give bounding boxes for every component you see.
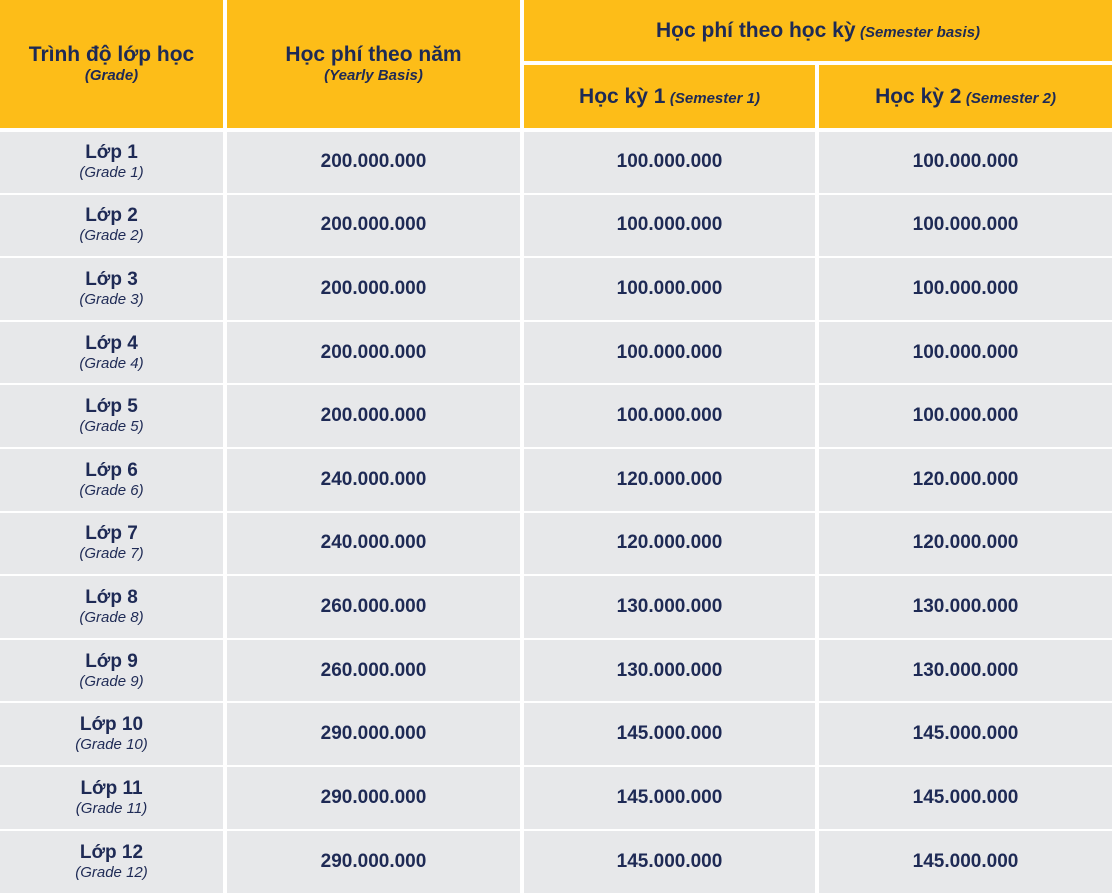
yearly-fee-cell [225, 512, 522, 576]
grade-label: Lớp 11 [80, 777, 143, 799]
grade-english-label: (Grade 7) [79, 545, 144, 563]
grade-cell [0, 575, 225, 639]
semester1-fee-cell [522, 194, 817, 258]
grade-label: Lớp 12 [79, 841, 144, 863]
semester1-column-header [522, 63, 817, 130]
semester1-fee: 145.000.000 [616, 786, 723, 808]
semester1-fee-cell [522, 448, 817, 512]
semester1-fee-cell [522, 766, 817, 830]
table-row [0, 702, 1112, 766]
table-row [0, 512, 1112, 576]
yearly-fee: 260.000.000 [320, 595, 427, 617]
semester1-fee: 100.000.000 [616, 214, 723, 236]
yearly-fee: 240.000.000 [320, 532, 427, 554]
semester1-fee: 145.000.000 [616, 723, 723, 745]
grade-header-label: Trình độ lớp học [28, 43, 195, 66]
semester2-fee: 100.000.000 [912, 405, 1019, 427]
semester2-fee-cell [817, 384, 1112, 448]
grade-header-sublabel: (Grade) [84, 67, 139, 84]
yearly-fee: 200.000.000 [320, 341, 427, 363]
grade-label: Lớp 2 [85, 205, 138, 227]
grade-label: Lớp 8 [85, 586, 138, 608]
yearly-header-sublabel: (Yearly Basis) [324, 67, 423, 84]
grade-cell [0, 257, 225, 321]
table-row [0, 830, 1112, 894]
semester1-fee: 130.000.000 [616, 659, 723, 681]
semester2-fee-cell [817, 639, 1112, 703]
semester2-fee: 120.000.000 [912, 532, 1019, 554]
yearly-column-header [225, 0, 522, 130]
semester2-fee: 130.000.000 [912, 595, 1019, 617]
table-row [0, 130, 1112, 194]
semester2-fee: 145.000.000 [912, 723, 1019, 745]
semester1-fee-cell [522, 130, 817, 194]
semester2-fee-cell [817, 766, 1112, 830]
grade-cell [0, 830, 225, 894]
semester2-fee: 100.000.000 [912, 277, 1019, 299]
yearly-fee-cell [225, 321, 522, 385]
grade-label: Lớp 4 [85, 332, 138, 354]
grade-english-label: (Grade 4) [79, 354, 144, 372]
semester2-header-label: Học kỳ 2 [875, 84, 962, 108]
yearly-fee: 200.000.000 [320, 214, 427, 236]
grade-label: Lớp 1 [85, 142, 138, 164]
semester1-fee-cell [522, 384, 817, 448]
semester2-fee: 145.000.000 [912, 850, 1019, 872]
semester2-fee: 100.000.000 [912, 341, 1019, 363]
semester2-fee: 100.000.000 [912, 151, 1019, 173]
grade-english-label: (Grade 2) [79, 227, 144, 245]
semester2-fee-cell [817, 130, 1112, 194]
semester2-fee-cell [817, 194, 1112, 258]
semester2-fee: 120.000.000 [912, 468, 1019, 490]
grade-english-label: (Grade 10) [75, 736, 148, 754]
grade-cell [0, 766, 225, 830]
semester-group-sublabel: (Semester basis) [859, 23, 981, 41]
grade-cell [0, 702, 225, 766]
yearly-fee-cell [225, 575, 522, 639]
yearly-fee-cell [225, 702, 522, 766]
grade-label: Lớp 7 [85, 523, 138, 545]
grade-english-label: (Grade 11) [75, 799, 148, 817]
semester2-fee: 145.000.000 [912, 786, 1019, 808]
yearly-fee-cell [225, 766, 522, 830]
table-row [0, 194, 1112, 258]
yearly-fee: 290.000.000 [320, 723, 427, 745]
semester1-fee-cell [522, 575, 817, 639]
grade-cell [0, 512, 225, 576]
grade-english-label: (Grade 12) [75, 863, 148, 881]
yearly-fee-cell [225, 448, 522, 512]
table-row [0, 448, 1112, 512]
grade-cell [0, 448, 225, 512]
semester2-fee-cell [817, 830, 1112, 894]
grade-label: Lớp 5 [85, 396, 138, 418]
semester2-fee-cell [817, 512, 1112, 576]
grade-cell [0, 639, 225, 703]
semester2-fee-cell [817, 702, 1112, 766]
semester1-fee: 100.000.000 [616, 277, 723, 299]
grade-label: Lớp 10 [79, 714, 144, 736]
yearly-fee: 290.000.000 [320, 786, 427, 808]
semester-group-header [522, 0, 1112, 63]
grade-english-label: (Grade 3) [79, 290, 144, 308]
table-row [0, 321, 1112, 385]
yearly-fee-cell [225, 830, 522, 894]
yearly-fee: 290.000.000 [320, 850, 427, 872]
yearly-fee-cell [225, 639, 522, 703]
yearly-header-label: Học phí theo năm [285, 43, 462, 66]
semester1-fee: 120.000.000 [616, 468, 723, 490]
semester1-fee-cell [522, 512, 817, 576]
grade-label: Lớp 9 [85, 650, 138, 672]
yearly-fee: 200.000.000 [320, 405, 427, 427]
grade-english-label: (Grade 6) [79, 481, 144, 499]
semester-group-label: Học phí theo học kỳ [655, 18, 856, 42]
semester1-fee-cell [522, 830, 817, 894]
table-row [0, 575, 1112, 639]
yearly-fee: 240.000.000 [320, 468, 427, 490]
semester2-fee-cell [817, 321, 1112, 385]
grade-cell [0, 384, 225, 448]
table-row [0, 766, 1112, 830]
table-row [0, 384, 1112, 448]
fee-table-body [0, 130, 1112, 893]
grade-english-label: (Grade 5) [79, 418, 144, 436]
semester2-fee-cell [817, 575, 1112, 639]
semester1-fee: 145.000.000 [616, 850, 723, 872]
semester1-fee-cell [522, 639, 817, 703]
semester2-fee: 100.000.000 [912, 214, 1019, 236]
semester1-header-sublabel: (Semester 1) [669, 89, 760, 107]
yearly-fee: 200.000.000 [320, 151, 427, 173]
yearly-fee-cell [225, 194, 522, 258]
yearly-fee: 200.000.000 [320, 277, 427, 299]
grade-label: Lớp 3 [85, 268, 138, 290]
semester2-fee: 130.000.000 [912, 659, 1019, 681]
semester1-fee: 100.000.000 [616, 341, 723, 363]
yearly-fee: 260.000.000 [320, 659, 427, 681]
grade-cell [0, 321, 225, 385]
table-row [0, 639, 1112, 703]
semester1-fee: 100.000.000 [616, 405, 723, 427]
yearly-fee-cell [225, 257, 522, 321]
yearly-fee-cell [225, 384, 522, 448]
grade-english-label: (Grade 9) [79, 672, 144, 690]
header-row [0, 0, 1112, 63]
semester2-fee-cell [817, 448, 1112, 512]
grade-english-label: (Grade 8) [79, 608, 144, 626]
semester1-header-label: Học kỳ 1 [579, 84, 666, 108]
grade-english-label: (Grade 1) [79, 164, 144, 182]
semester2-column-header [817, 63, 1112, 130]
yearly-fee-cell [225, 130, 522, 194]
grade-cell [0, 194, 225, 258]
semester1-fee-cell [522, 702, 817, 766]
grade-column-header [0, 0, 225, 130]
grade-label: Lớp 6 [85, 459, 138, 481]
semester1-fee-cell [522, 257, 817, 321]
semester1-fee-cell [522, 321, 817, 385]
semester2-header-sublabel: (Semester 2) [965, 89, 1056, 107]
semester2-fee-cell [817, 257, 1112, 321]
semester1-fee: 130.000.000 [616, 595, 723, 617]
semester1-fee: 120.000.000 [616, 532, 723, 554]
semester1-fee: 100.000.000 [616, 151, 723, 173]
grade-cell [0, 130, 225, 194]
table-row [0, 257, 1112, 321]
